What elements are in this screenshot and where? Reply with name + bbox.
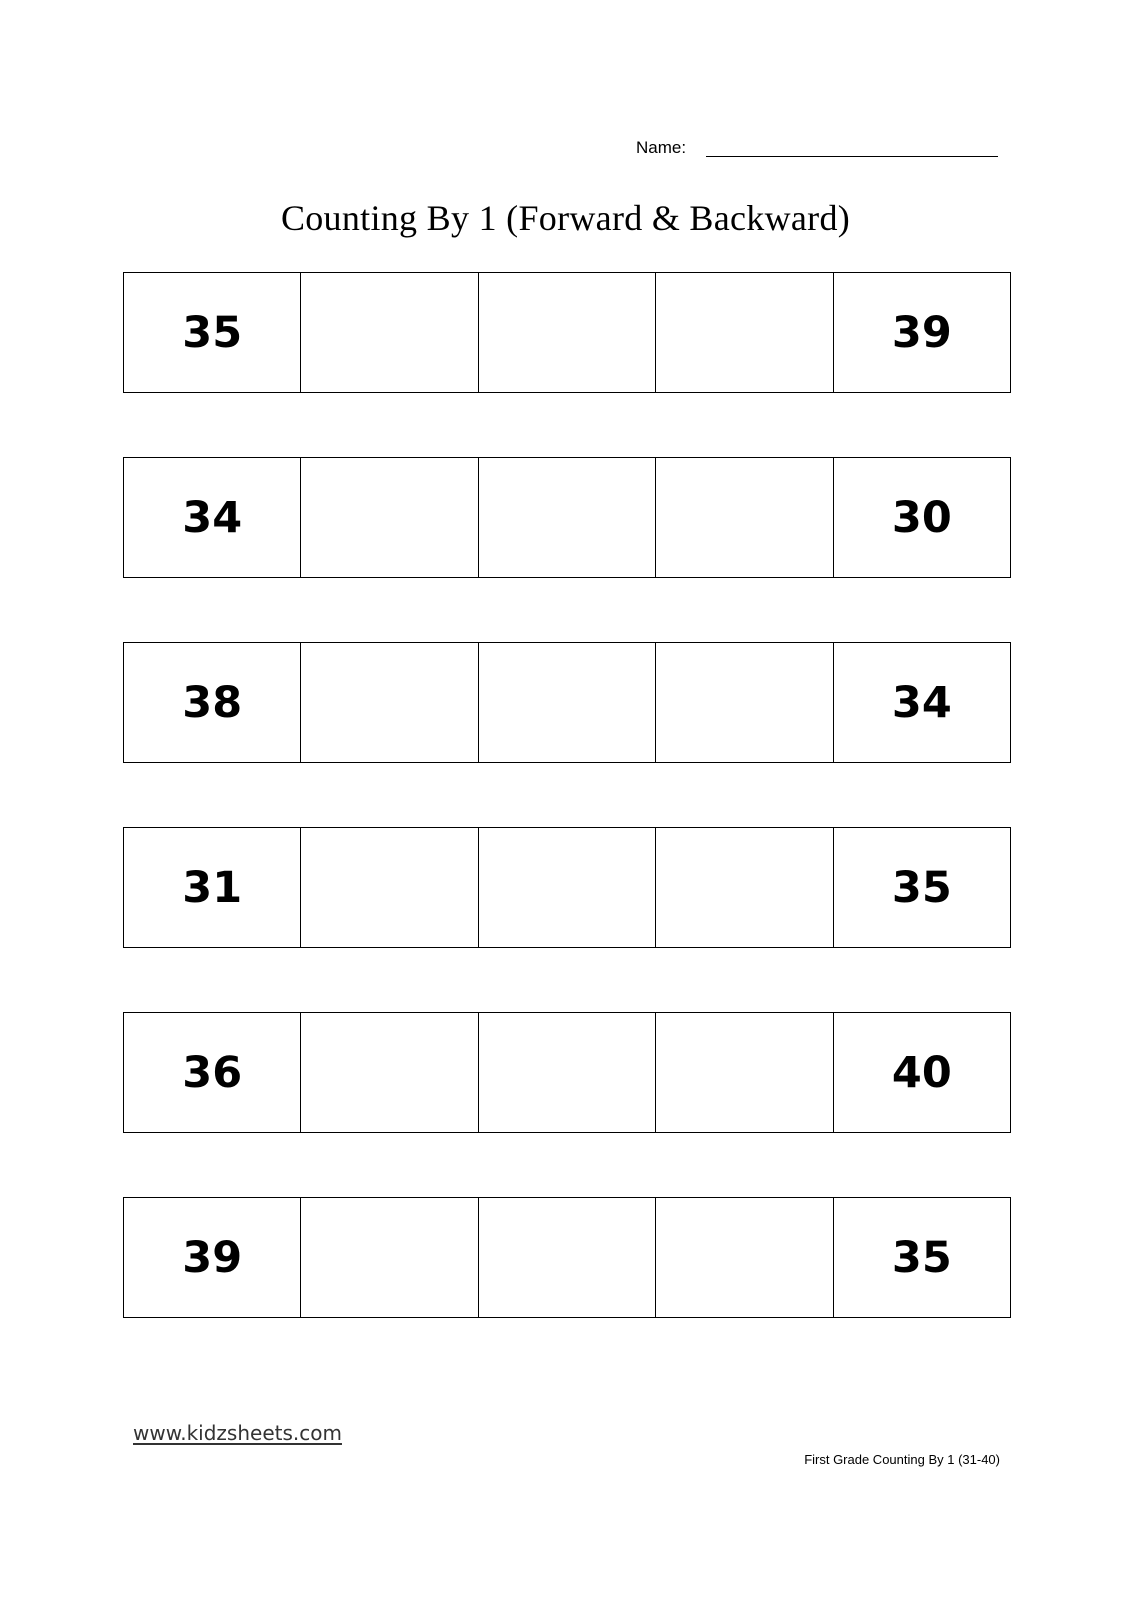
blank-cell[interactable] [478, 273, 655, 392]
name-label: Name: [636, 138, 687, 157]
website-link[interactable]: www.kidzsheets.com [133, 1421, 342, 1445]
blank-cell[interactable] [300, 828, 477, 947]
blank-cell[interactable] [655, 458, 832, 577]
blank-cell[interactable] [300, 273, 477, 392]
start-number-cell: 39 [182, 1232, 243, 1283]
blank-cell[interactable] [478, 828, 655, 947]
counting-row [123, 1012, 1011, 1133]
blank-cell[interactable] [655, 1198, 832, 1317]
blank-cell[interactable] [300, 643, 477, 762]
start-number-cell: 35 [182, 307, 243, 358]
blank-cell[interactable] [300, 458, 477, 577]
start-number-cell: 38 [182, 677, 243, 728]
counting-row [123, 1197, 1011, 1318]
blank-cell[interactable] [478, 643, 655, 762]
blank-cell[interactable] [655, 273, 832, 392]
start-number-cell: 36 [182, 1047, 243, 1098]
footer-note: First Grade Counting By 1 (31-40) [804, 1452, 1000, 1467]
blank-cell[interactable] [655, 828, 832, 947]
start-number-cell: 34 [182, 492, 243, 543]
counting-row [123, 272, 1011, 393]
end-number-cell: 35 [833, 1198, 1010, 1317]
blank-cell[interactable] [300, 1013, 477, 1132]
end-number-cell: 30 [833, 458, 1010, 577]
start-number-cell: 31 [182, 862, 243, 913]
worksheet-title: Counting By 1 (Forward & Backward) [280, 198, 851, 238]
end-number-cell: 39 [833, 273, 1010, 392]
end-number-cell: 40 [833, 1013, 1010, 1132]
name-field [636, 134, 1001, 164]
counting-row [123, 642, 1011, 763]
counting-row [123, 827, 1011, 948]
name-blank-line[interactable] [706, 156, 998, 157]
blank-cell[interactable] [300, 1198, 477, 1317]
counting-row [123, 457, 1011, 578]
blank-cell[interactable] [478, 1013, 655, 1132]
blank-cell[interactable] [655, 1013, 832, 1132]
end-number-cell: 34 [833, 643, 1010, 762]
end-number-cell: 35 [833, 828, 1010, 947]
blank-cell[interactable] [655, 643, 832, 762]
blank-cell[interactable] [478, 1198, 655, 1317]
blank-cell[interactable] [478, 458, 655, 577]
